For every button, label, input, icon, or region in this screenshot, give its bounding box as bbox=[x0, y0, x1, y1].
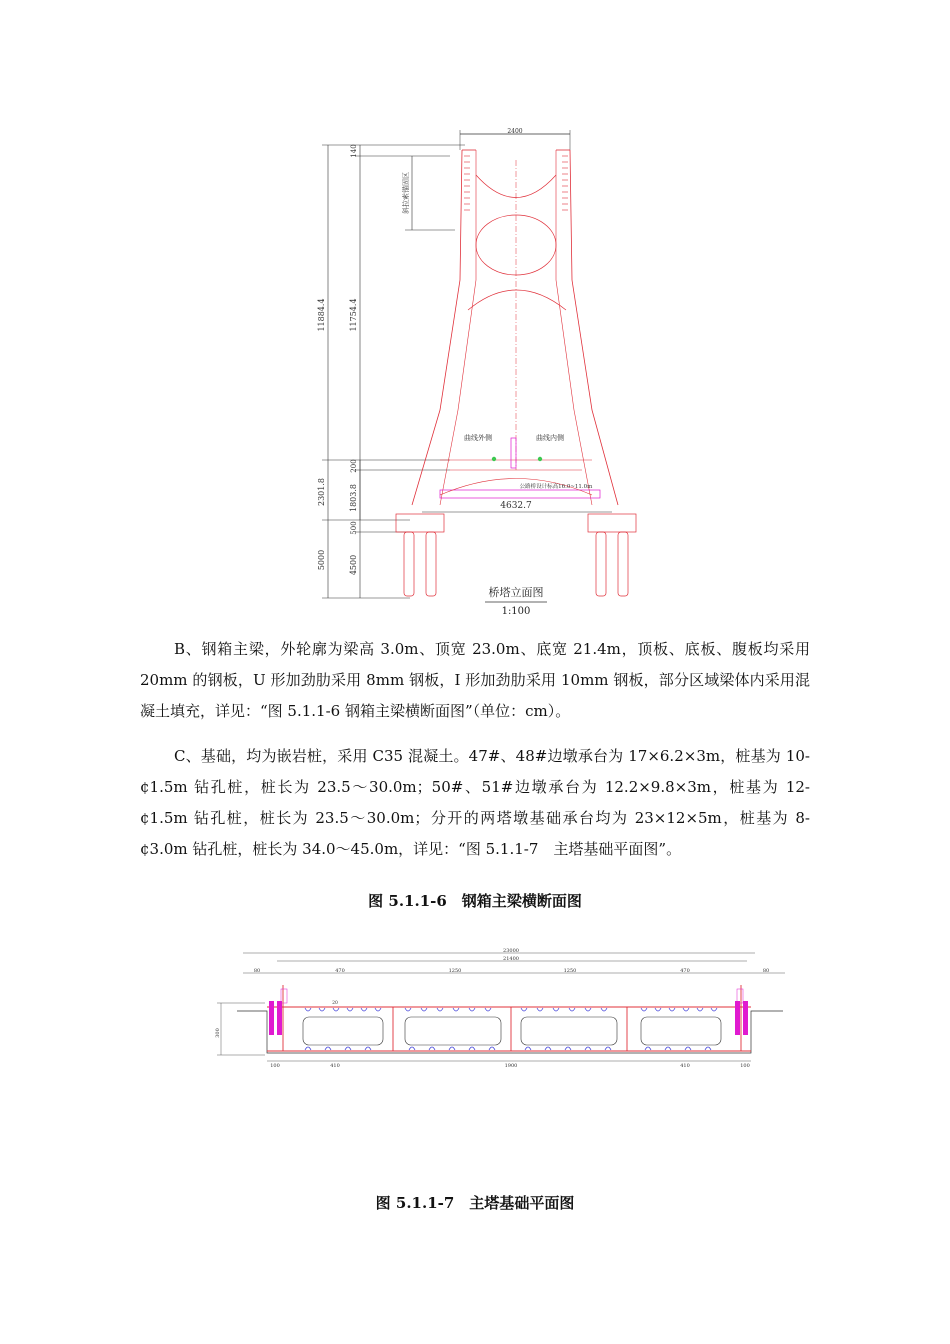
girder-dim-height: 300 bbox=[215, 1028, 221, 1038]
paragraph-foundation: C、基础，均为嵌岩桩，采用 C35 混凝土。47#、48#边墩承台为 17×6.2×3m，桩基为 10-¢1.5m 钻孔桩，桩长为 23.5～30.0m；50#、51#边墩承台为 12.2×9.8×3m，桩基为 12-¢1.5m 钻孔桩，桩长为 23.5～30.0m；分开的两塔墩基础承台均为 23×12×5m，桩基为 8-¢3.0m 钻孔桩，桩长为 34.0～45.0m，详见：“图 5.1.1-7 主塔基础平面图”。 bbox=[140, 747, 810, 858]
girder-dim-edge-right: 100 bbox=[740, 1063, 750, 1069]
tower-figure-title: 桥塔立面图 bbox=[488, 586, 544, 599]
girder-dim-side-left: 80 bbox=[253, 968, 261, 974]
tower-dim-small: 200 bbox=[350, 459, 358, 473]
girder-dim-seg2: 1250 bbox=[448, 968, 462, 974]
figure-caption-5-1-1-7: 图 5.1.1-7 主塔基础平面图 bbox=[375, 1194, 575, 1212]
tower-dim-cap: 500 bbox=[350, 521, 358, 535]
paragraph-steel-box-girder: B、钢箱主梁，外轮廓为梁高 3.0m、顶宽 23.0m、底宽 21.4m，顶板、底板、腹板均采用 20mm 的钢板，U 形加劲肋采用 8mm 钢板，I 形加劲肋采用 10mm 钢板，部分区域梁体内采用混凝土填充，详见：“图 5.1.1-6 钢箱主梁横断面图”（单位：cm）。 bbox=[140, 640, 810, 720]
tower-dim-top-seg: 140 bbox=[350, 144, 358, 158]
tower-elevation-figure bbox=[300, 120, 660, 620]
tower-dim-lower-height: 2301.8 bbox=[317, 478, 326, 506]
girder-dim-seg3: 1250 bbox=[563, 968, 577, 974]
tower-label-outer: 曲线外侧 bbox=[464, 434, 492, 442]
girder-dim-slab: 20 bbox=[332, 1001, 338, 1006]
tower-dim-pile: 5000 bbox=[317, 549, 326, 571]
tower-dim-pile-inner: 4500 bbox=[349, 554, 358, 576]
girder-dim-bottom-center: 1900 bbox=[504, 1063, 518, 1069]
tower-dim-upper-height: 11754.4 bbox=[349, 298, 358, 332]
girder-dim-bottom-right: 410 bbox=[680, 1063, 690, 1069]
tower-dim-lower-inner: 1803.8 bbox=[349, 484, 358, 512]
figure-caption-5-1-1-6: 图 5.1.1-6 钢箱主梁横断面图 bbox=[368, 892, 582, 910]
tower-dim-anchor-label: 斜拉索锚固区 bbox=[402, 172, 410, 214]
girder-dim-seg1: 470 bbox=[335, 968, 345, 974]
tower-label-inner: 曲线内侧 bbox=[536, 434, 564, 442]
girder-dim-bottom-left: 410 bbox=[330, 1063, 340, 1069]
girder-dim-total-bottom: 21400 bbox=[503, 956, 519, 962]
girder-cross-section-figure bbox=[215, 945, 785, 1070]
tower-dim-base-width: 4632.7 bbox=[500, 501, 532, 511]
tower-label-road: 公路桥设计标高16.0~11.0m bbox=[519, 484, 593, 490]
girder-dim-total-top: 23000 bbox=[503, 948, 519, 954]
tower-dim-total-height: 11884.4 bbox=[317, 298, 326, 332]
girder-dim-edge-left: 100 bbox=[270, 1063, 280, 1069]
tower-figure-scale: 1:100 bbox=[501, 606, 531, 617]
girder-dim-side-right: 80 bbox=[762, 968, 770, 974]
tower-dim-top-width: 2400 bbox=[507, 128, 523, 135]
girder-dim-seg4: 470 bbox=[680, 968, 690, 974]
